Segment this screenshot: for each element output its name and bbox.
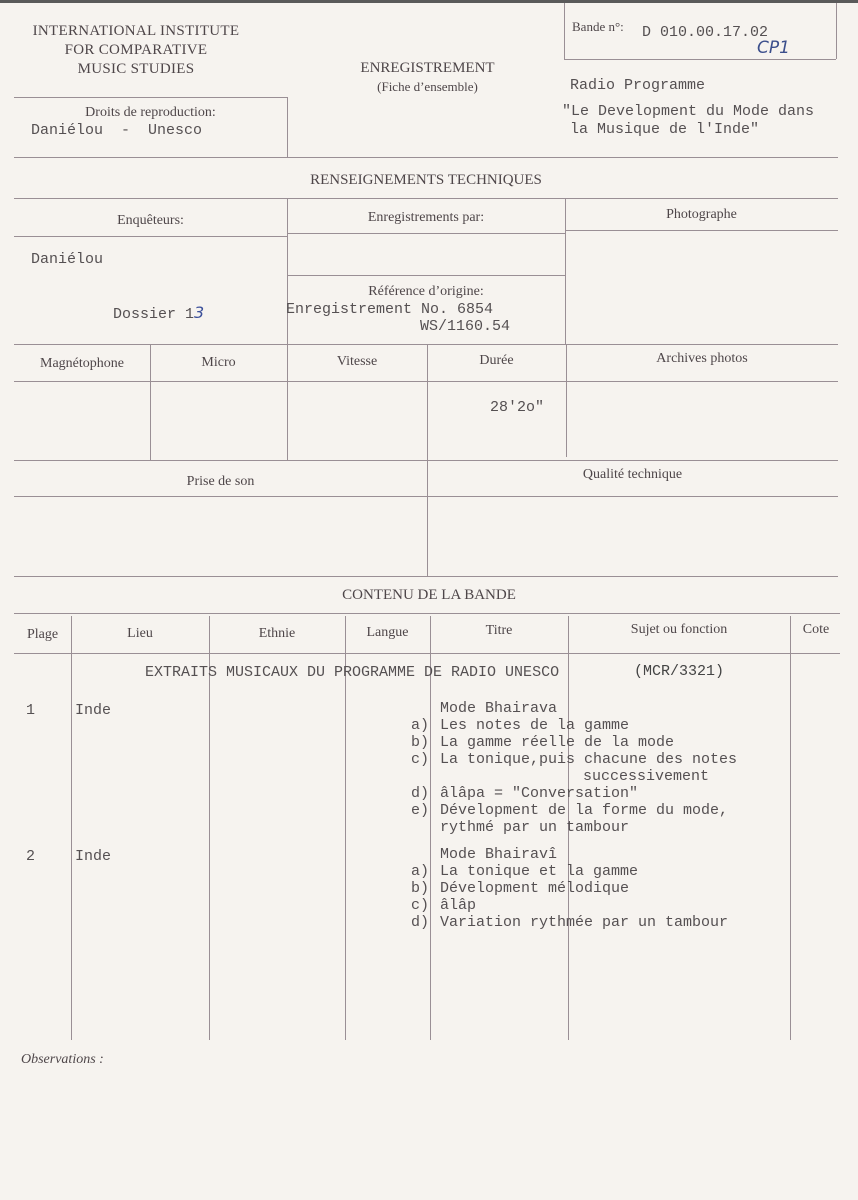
column-header: Ethnie	[258, 626, 296, 641]
enqueteurs-label: Enquêteurs:	[117, 213, 184, 228]
bande-box-bottom	[564, 59, 836, 60]
track-item-letter: b)	[411, 880, 430, 897]
institute-line-3: MUSIC STUDIES	[77, 61, 195, 77]
dossier-value	[113, 303, 204, 323]
program-heading: EXTRAITS MUSICAUX DU PROGRAMME DE RADIO UNESCO	[145, 664, 560, 681]
tech-row3-rule	[14, 460, 838, 461]
program-line-1: Radio Programme	[570, 77, 706, 94]
contenu-col-div-1	[71, 616, 72, 1040]
header-bottom-rule	[14, 157, 838, 158]
tech-divider-1	[287, 198, 288, 344]
track-item-letter: c)	[411, 751, 430, 768]
micro-label: Micro	[201, 355, 236, 370]
track-item-text: rythmé par un tambour	[440, 819, 630, 836]
tech-row2-div-3	[427, 344, 428, 461]
track-item-letter: b)	[411, 734, 430, 751]
track-item-letter: d)	[411, 914, 430, 931]
reference-line-1: Enregistrement No. 6854	[286, 301, 494, 318]
column-header: Titre	[485, 623, 513, 638]
track-plage: 1	[26, 702, 36, 719]
bande-handwritten-note: CP1	[757, 38, 790, 58]
tech-row2-label-rule	[14, 381, 838, 382]
track-item-text: âlâpa = "Conversation"	[440, 785, 639, 802]
track-item-text: La tonique et la gamme	[440, 863, 639, 880]
page-top-edge	[0, 0, 858, 3]
observations-label: Observations :	[21, 1052, 104, 1067]
document-subtitle: (Fiche d’ensemble)	[377, 79, 478, 94]
track-item-text: Les notes de la gamme	[440, 717, 630, 734]
track-item-text: La gamme réelle de la mode	[440, 734, 675, 751]
track-item-text: Dévelopment mélodique	[440, 880, 630, 897]
contenu-section-title: CONTENU DE LA BANDE	[342, 587, 516, 603]
column-header: Langue	[366, 625, 409, 640]
institute-line-1: INTERNATIONAL INSTITUTE	[32, 23, 240, 39]
contenu-col-div-6	[790, 616, 791, 1040]
tech-row3-label-rule	[14, 496, 838, 497]
vitesse-label: Vitesse	[336, 354, 378, 369]
track-item-letter: a)	[411, 717, 430, 734]
tech-label-rule-left	[14, 236, 287, 237]
bande-number: D 010.00.17.02	[642, 24, 769, 41]
bande-box-left	[564, 3, 565, 59]
duree-value: 28'2o"	[490, 399, 545, 416]
reference-line-2: WS/1160.54	[420, 318, 511, 335]
enregistrements-label: Enregistrements par:	[367, 210, 485, 225]
contenu-title-rule	[14, 613, 840, 614]
duree-label: Durée	[479, 353, 514, 368]
dossier-text: Dossier 1	[113, 306, 195, 323]
tech-bottom-rule	[14, 576, 838, 577]
rights-box-right	[287, 97, 288, 157]
tech-divider-2	[565, 198, 566, 344]
rights-label: Droits de reproduction:	[85, 105, 216, 120]
column-header: Plage	[26, 627, 59, 642]
rights-value: Daniélou - Unesco	[31, 122, 203, 139]
technical-title-rule	[14, 198, 838, 199]
track-mode: Mode Bhairavî	[440, 846, 558, 863]
institute-line-2: FOR COMPARATIVE	[64, 42, 208, 58]
enqueteur-value: Daniélou	[31, 251, 104, 268]
column-header: Lieu	[127, 626, 153, 641]
rights-box-top	[14, 97, 287, 98]
document-title: ENREGISTREMENT	[360, 60, 495, 76]
track-item-letter: c)	[411, 897, 430, 914]
institute-name	[8, 22, 264, 79]
track-item-text: âlâp	[440, 897, 477, 914]
bande-label: Bande n°:	[572, 19, 624, 34]
tech-row2-div-4	[566, 344, 567, 457]
photographe-label: Photographe	[666, 207, 737, 222]
qualite-technique-label: Qualité technique	[582, 467, 683, 482]
track-item-text: Dévelopment de la forme du mode,	[440, 802, 729, 819]
track-item-text: successivement	[583, 768, 710, 785]
column-header: Cote	[802, 622, 830, 637]
track-item-text: La tonique,puis chacune des notes	[440, 751, 738, 768]
reference-rule	[287, 275, 565, 276]
technical-section-title: RENSEIGNEMENTS TECHNIQUES	[310, 172, 542, 188]
archives-label: Archives photos	[656, 351, 748, 366]
tech-label-rule-right	[565, 230, 838, 231]
track-lieu: Inde	[75, 702, 112, 719]
program-line-3: la Musique de l'Inde"	[570, 121, 760, 138]
track-plage: 2	[26, 848, 36, 865]
bande-box-right	[836, 3, 837, 59]
track-item-letter: a)	[411, 863, 430, 880]
prise-de-son-label: Prise de son	[186, 474, 255, 489]
track-mode: Mode Bhairava	[440, 700, 558, 717]
reference-label: Référence d’origine:	[368, 284, 484, 299]
tech-label-rule-mid	[287, 233, 565, 234]
dossier-handwritten-digit: 3	[194, 303, 205, 322]
column-header: Sujet ou fonction	[630, 622, 728, 637]
tech-row2-div-2	[287, 344, 288, 461]
contenu-header-rule	[14, 653, 840, 654]
track-lieu: Inde	[75, 848, 112, 865]
track-item-text: Variation rythmée par un tambour	[440, 914, 729, 931]
program-line-2: "Le Development du Mode dans	[562, 103, 815, 120]
track-item-letter: d)	[411, 785, 430, 802]
tech-row2-rule	[14, 344, 838, 345]
tech-row3-div	[427, 460, 428, 576]
track-item-letter: e)	[411, 802, 430, 819]
tech-row2-div-1	[150, 344, 151, 461]
program-code: (MCR/3321)	[634, 663, 725, 680]
magnetophone-label: Magnétophone	[40, 356, 124, 371]
